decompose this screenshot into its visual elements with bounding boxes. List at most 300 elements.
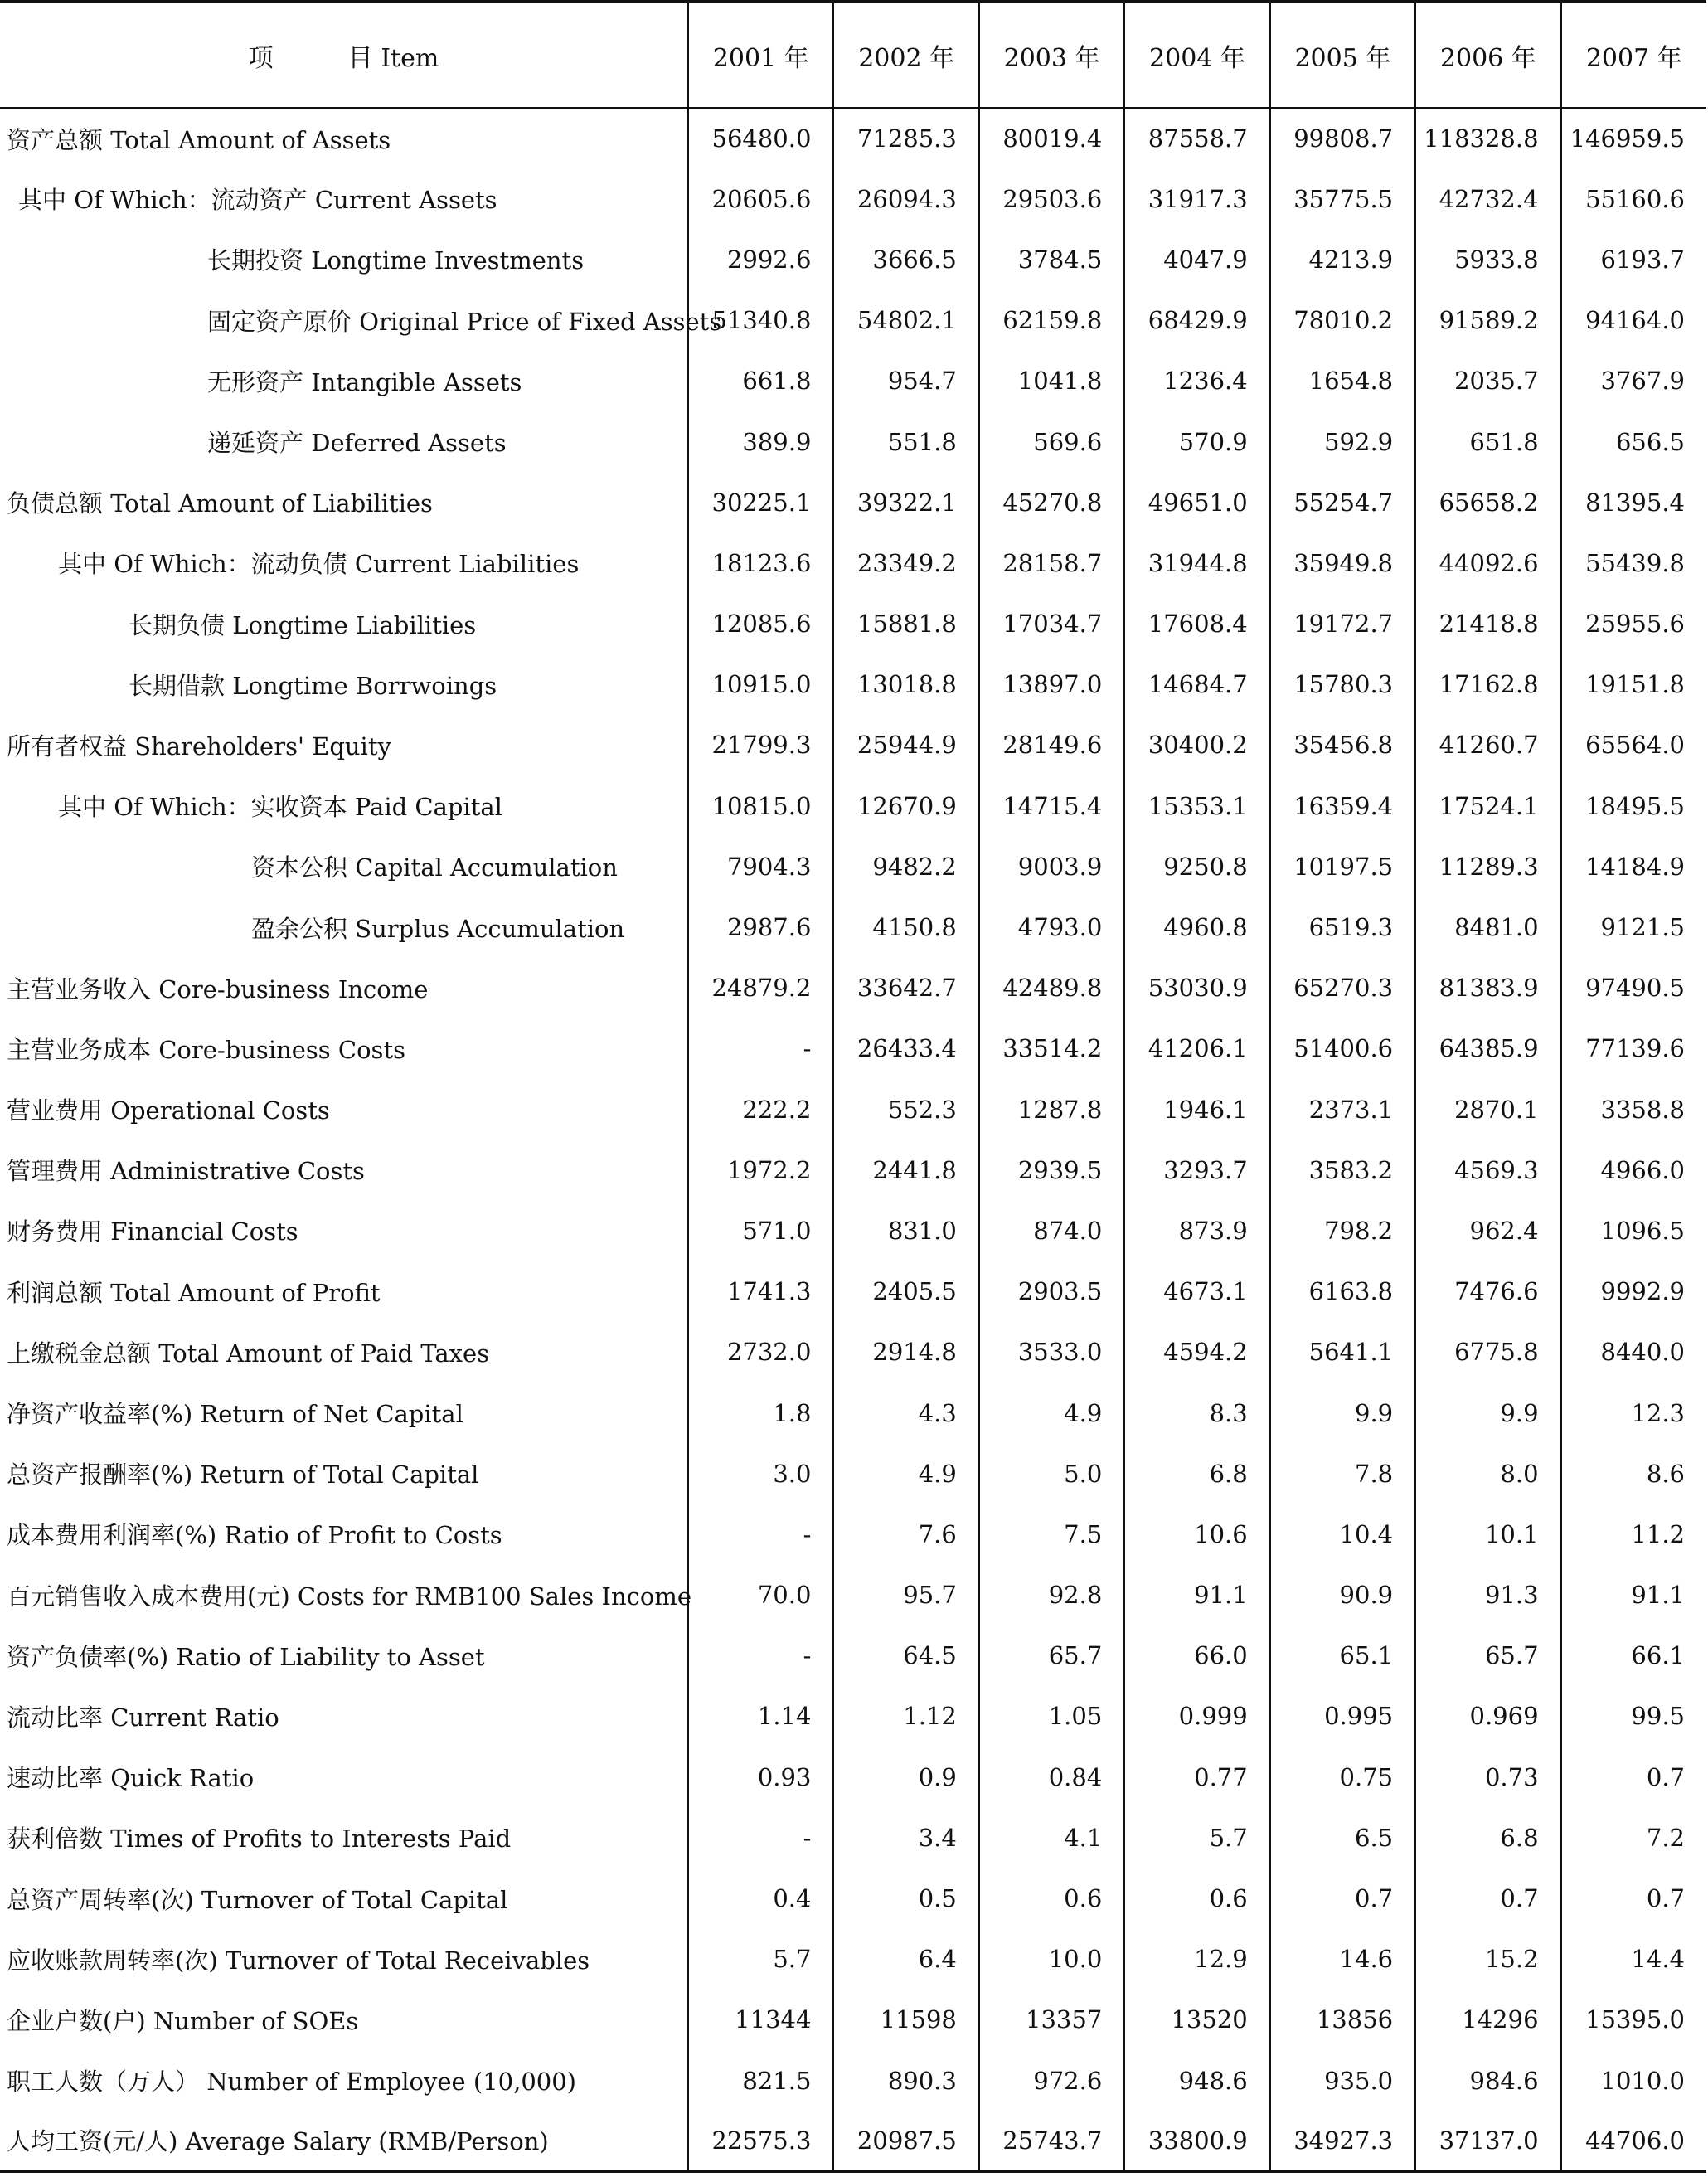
row-value: 92.8 (979, 1565, 1124, 1625)
row-value: 890.3 (833, 2050, 978, 2111)
row-label: 资产负债率(%) Ratio of Liability to Asset (7, 1642, 485, 1671)
row-value: 8.0 (1415, 1443, 1560, 1504)
row-value: 64.5 (833, 1625, 978, 1686)
table-row (0, 1382, 1706, 1443)
table-row (0, 1261, 1706, 1322)
table-row (0, 2050, 1706, 2111)
row-value: 14296 (1415, 1990, 1560, 2050)
row-value: 6.5 (1270, 1807, 1415, 1868)
row-value: - (688, 1807, 833, 1868)
table-row (0, 532, 1706, 593)
row-value: 873.9 (1124, 1200, 1269, 1261)
row-value: 1972.2 (688, 1140, 833, 1200)
row-value: 10815.0 (688, 775, 833, 836)
row-value: 9250.8 (1124, 836, 1269, 897)
table-row (0, 897, 1706, 957)
row-label: 流动比率 Current Ratio (7, 1703, 279, 1732)
row-value: 23349.2 (833, 532, 978, 593)
row-value: 54802.1 (833, 290, 978, 351)
row-value: 1041.8 (979, 351, 1124, 411)
row-value: 95.7 (833, 1565, 978, 1625)
row-value: 65564.0 (1561, 715, 1706, 775)
row-value: 66.1 (1561, 1625, 1706, 1686)
row-value: - (688, 1018, 833, 1079)
table-row (0, 1443, 1706, 1504)
row-label: 获利倍数 Times of Profits to Interests Paid (7, 1825, 512, 1854)
row-value: 13856 (1270, 1990, 1415, 2050)
row-value: 42489.8 (979, 958, 1124, 1018)
row-value: 9992.9 (1561, 1261, 1706, 1322)
row-value: 10.6 (1124, 1504, 1269, 1564)
row-label: 人均工资(元/人) Average Salary (RMB/Person) (0, 2111, 688, 2171)
row-value: 2373.1 (1270, 1079, 1415, 1140)
row-value: 1287.8 (979, 1079, 1124, 1140)
row-value: 30400.2 (1124, 715, 1269, 775)
row-value: 9.9 (1415, 1382, 1560, 1443)
row-value: 35949.8 (1270, 532, 1415, 593)
row-value: 5.0 (979, 1443, 1124, 1504)
table-row (0, 1140, 1706, 1200)
row-value: 9003.9 (979, 836, 1124, 897)
row-value: 0.6 (1124, 1868, 1269, 1928)
row-value: 15780.3 (1270, 654, 1415, 715)
row-value: 51340.8 (688, 290, 833, 351)
row-value: 28149.6 (979, 715, 1124, 775)
row-label: 企业户数(户) Number of SOEs (7, 2006, 359, 2035)
row-value: 0.4 (688, 1868, 833, 1928)
row-value: 0.5 (833, 1868, 978, 1928)
row-value: 80019.4 (979, 108, 1124, 168)
row-value: 222.2 (688, 1079, 833, 1140)
row-label: 应收账款周转率(次) Turnover of Total Receivables (7, 1946, 590, 1975)
year-column-header: 2001 年 (688, 2, 833, 108)
table-row (0, 1625, 1706, 1686)
row-value: 12.3 (1561, 1382, 1706, 1443)
row-value: 3666.5 (833, 229, 978, 289)
row-value: 18123.6 (688, 532, 833, 593)
row-value: 10.1 (1415, 1504, 1560, 1564)
row-value: 11598 (833, 1990, 978, 2050)
row-value: 28158.7 (979, 532, 1124, 593)
row-value: 5933.8 (1415, 229, 1560, 289)
table-row (0, 1322, 1706, 1382)
row-value: 3533.0 (979, 1322, 1124, 1382)
row-value: 55160.6 (1561, 168, 1706, 229)
row-value: 99.5 (1561, 1686, 1706, 1747)
row-value: 11.2 (1561, 1504, 1706, 1564)
table-row (0, 1079, 1706, 1140)
row-value: 4793.0 (979, 897, 1124, 957)
row-label: 营业费用 Operational Costs (7, 1096, 330, 1125)
row-label: 主营业务收入 Core-business Income (7, 974, 429, 1003)
row-label: 总资产周转率(次) Turnover of Total Capital (7, 1885, 508, 1914)
row-value: 91.1 (1561, 1565, 1706, 1625)
row-value: 45270.8 (979, 472, 1124, 532)
row-value: 656.5 (1561, 411, 1706, 472)
row-value: 55439.8 (1561, 532, 1706, 593)
row-value: 1010.0 (1561, 2050, 1706, 2111)
row-value: 44092.6 (1415, 532, 1560, 593)
row-value: 552.3 (833, 1079, 978, 1140)
row-value: 3.0 (688, 1443, 833, 1504)
row-value: 29503.6 (979, 168, 1124, 229)
row-value: 4569.3 (1415, 1140, 1560, 1200)
table-row (0, 1990, 1706, 2050)
row-value: 19151.8 (1561, 654, 1706, 715)
row-value: 798.2 (1270, 1200, 1415, 1261)
row-value: 2914.8 (833, 1322, 978, 1382)
row-value: 17524.1 (1415, 775, 1560, 836)
row-value: 49651.0 (1124, 472, 1269, 532)
row-value: 81383.9 (1415, 958, 1560, 1018)
table-row (0, 351, 1706, 411)
row-value: 24879.2 (688, 958, 833, 1018)
row-value: 14715.4 (979, 775, 1124, 836)
row-value: 146959.5 (1561, 108, 1706, 168)
row-value: 874.0 (979, 1200, 1124, 1261)
row-value: 68429.9 (1124, 290, 1269, 351)
row-value: 12670.9 (833, 775, 978, 836)
row-value: 8.3 (1124, 1382, 1269, 1443)
row-value: 0.7 (1561, 1868, 1706, 1928)
row-value: 35775.5 (1270, 168, 1415, 229)
row-value: 14.4 (1561, 1929, 1706, 1990)
row-value: 10197.5 (1270, 836, 1415, 897)
row-label: 资本公积 Capital Accumulation (251, 853, 618, 882)
table-row (0, 1929, 1706, 1990)
row-value: 9121.5 (1561, 897, 1706, 957)
row-value: 3.4 (833, 1807, 978, 1868)
table-header-row (0, 2, 1706, 108)
row-value: 13897.0 (979, 654, 1124, 715)
row-value: 0.7 (1270, 1868, 1415, 1928)
row-value: 962.4 (1415, 1200, 1560, 1261)
row-value: 22575.3 (688, 2111, 833, 2171)
table-row (0, 1807, 1706, 1868)
row-value: 2939.5 (979, 1140, 1124, 1200)
table-row (0, 715, 1706, 775)
row-value: 0.84 (979, 1747, 1124, 1807)
table-row (0, 411, 1706, 472)
row-value: 70.0 (688, 1565, 833, 1625)
item-header-right: 目 Item (347, 43, 439, 73)
row-value: 65270.3 (1270, 958, 1415, 1018)
table-row (0, 594, 1706, 654)
table-row (0, 1565, 1706, 1625)
row-value: 1236.4 (1124, 351, 1269, 411)
row-value: 53030.9 (1124, 958, 1269, 1018)
row-value: 65.7 (979, 1625, 1124, 1686)
row-value: 33514.2 (979, 1018, 1124, 1079)
row-value: 3583.2 (1270, 1140, 1415, 1200)
row-value: 16359.4 (1270, 775, 1415, 836)
table-row (0, 1504, 1706, 1564)
row-value: 5641.1 (1270, 1322, 1415, 1382)
row-value: 4594.2 (1124, 1322, 1269, 1382)
row-value: 6163.8 (1270, 1261, 1415, 1322)
year-column-header: 2003 年 (979, 2, 1124, 108)
row-label: 长期借款 Longtime Borrwoings (129, 671, 497, 700)
table-row (0, 168, 1706, 229)
row-label: 其中 Of Which：实收资本 Paid Capital (58, 793, 502, 822)
row-value: 64385.9 (1415, 1018, 1560, 1079)
row-value: 4047.9 (1124, 229, 1269, 289)
row-label: 总资产报酬率(%) Return of Total Capital (7, 1460, 479, 1489)
row-value: 77139.6 (1561, 1018, 1706, 1079)
row-value: 0.77 (1124, 1747, 1269, 1807)
row-value: 389.9 (688, 411, 833, 472)
row-value: 94164.0 (1561, 290, 1706, 351)
row-value: 13018.8 (833, 654, 978, 715)
row-value: 10.0 (979, 1929, 1124, 1990)
row-value: 2441.8 (833, 1140, 978, 1200)
row-value: 99808.7 (1270, 108, 1415, 168)
row-value: 55254.7 (1270, 472, 1415, 532)
row-value: 0.7 (1415, 1868, 1560, 1928)
row-label: 资产总额 Total Amount of Assets (7, 125, 391, 154)
row-value: 33800.9 (1124, 2111, 1269, 2171)
row-label: 净资产收益率(%) Return of Net Capital (7, 1400, 463, 1429)
row-label: 主营业务成本 Core-business Costs (7, 1035, 405, 1064)
row-value: 5.7 (1124, 1807, 1269, 1868)
row-value: 31917.3 (1124, 168, 1269, 229)
row-value: 4.1 (979, 1807, 1124, 1868)
row-value: 7.2 (1561, 1807, 1706, 1868)
row-value: 0.999 (1124, 1686, 1269, 1747)
row-label: 职工人数（万人） Number of Employee (10,000) (7, 2068, 576, 2097)
row-label: 百元销售收入成本费用(元) Costs for RMB100 Sales Income (7, 1582, 692, 1611)
row-label: 利润总额 Total Amount of Profit (7, 1278, 381, 1307)
row-value: 9482.2 (833, 836, 978, 897)
row-value: 14184.9 (1561, 836, 1706, 897)
row-value: 3784.5 (979, 229, 1124, 289)
row-value: 18495.5 (1561, 775, 1706, 836)
row-value: 592.9 (1270, 411, 1415, 472)
row-value: 0.6 (979, 1868, 1124, 1928)
row-value: 0.969 (1415, 1686, 1560, 1747)
table-row (0, 472, 1706, 532)
year-column-header: 2002 年 (833, 2, 978, 108)
row-value: 4966.0 (1561, 1140, 1706, 1200)
row-value: 12.9 (1124, 1929, 1269, 1990)
row-value: 2732.0 (688, 1322, 833, 1382)
row-value: 8.6 (1561, 1443, 1706, 1504)
row-value: 3293.7 (1124, 1140, 1269, 1200)
row-value: 20987.5 (833, 2111, 978, 2171)
row-value: - (688, 1625, 833, 1686)
row-label: 长期投资 Longtime Investments (207, 246, 585, 275)
row-value: 25944.9 (833, 715, 978, 775)
table-row (0, 1200, 1706, 1261)
row-value: 1096.5 (1561, 1200, 1706, 1261)
row-value: 11344 (688, 1990, 833, 2050)
row-value: 33642.7 (833, 958, 978, 1018)
row-value: 2405.5 (833, 1261, 978, 1322)
table-row (0, 775, 1706, 836)
year-column-header: 2004 年 (1124, 2, 1269, 108)
row-value: 0.75 (1270, 1747, 1415, 1807)
row-value: 6519.3 (1270, 897, 1415, 957)
row-value: 10915.0 (688, 654, 833, 715)
row-value: 7904.3 (688, 836, 833, 897)
row-label: 其中 Of Which：流动资产 Current Assets (18, 186, 497, 215)
row-value: 1.12 (833, 1686, 978, 1747)
row-value: 1.8 (688, 1382, 833, 1443)
row-value: 15.2 (1415, 1929, 1560, 1990)
row-value: 87558.7 (1124, 108, 1269, 168)
row-value: 62159.8 (979, 290, 1124, 351)
row-value: 17034.7 (979, 594, 1124, 654)
row-value: 91.3 (1415, 1565, 1560, 1625)
row-value: 37137.0 (1415, 2111, 1560, 2171)
row-value: 91589.2 (1415, 290, 1560, 351)
table-row (0, 229, 1706, 289)
row-value: 56480.0 (688, 108, 833, 168)
row-label: 递延资产 Deferred Assets (207, 429, 507, 458)
row-value: 51400.6 (1270, 1018, 1415, 1079)
row-value: 34927.3 (1270, 2111, 1415, 2171)
year-column-header: 2006 年 (1415, 2, 1560, 108)
row-value: 8481.0 (1415, 897, 1560, 957)
row-value: 5.7 (688, 1929, 833, 1990)
row-value: 1.05 (979, 1686, 1124, 1747)
table-row (0, 958, 1706, 1018)
year-column-header: 2007 年 (1561, 2, 1706, 108)
row-value: 90.9 (1270, 1565, 1415, 1625)
row-value: 39322.1 (833, 472, 978, 532)
row-value: 14.6 (1270, 1929, 1415, 1990)
row-value: 17162.8 (1415, 654, 1560, 715)
row-label: 上缴税金总额 Total Amount of Paid Taxes (7, 1339, 490, 1368)
row-value: 1741.3 (688, 1261, 833, 1322)
row-label: 成本费用利润率(%) Ratio of Profit to Costs (7, 1521, 502, 1550)
table-row (0, 2111, 1706, 2171)
row-value: 551.8 (833, 411, 978, 472)
row-value: 6775.8 (1415, 1322, 1560, 1382)
table-row (0, 1868, 1706, 1928)
row-label: 其中 Of Which：流动负债 Current Liabilities (58, 550, 580, 579)
row-value: 97490.5 (1561, 958, 1706, 1018)
row-value: 2992.6 (688, 229, 833, 289)
row-value: 7476.6 (1415, 1261, 1560, 1322)
row-value: 1654.8 (1270, 351, 1415, 411)
row-value: 41206.1 (1124, 1018, 1269, 1079)
item-column-header (0, 2, 688, 108)
row-value: 0.9 (833, 1747, 978, 1807)
row-value: 13357 (979, 1990, 1124, 2050)
table-row (0, 654, 1706, 715)
row-value: 7.5 (979, 1504, 1124, 1564)
row-value: 2870.1 (1415, 1079, 1560, 1140)
row-label: 负债总额 Total Amount of Liabilities (7, 489, 433, 518)
row-value: 4213.9 (1270, 229, 1415, 289)
row-value: 0.995 (1270, 1686, 1415, 1747)
row-value: 569.6 (979, 411, 1124, 472)
row-value: 4.9 (979, 1382, 1124, 1443)
row-value: 570.9 (1124, 411, 1269, 472)
row-label: 所有者权益 Shareholders' Equity (7, 731, 391, 760)
row-value: 4.9 (833, 1443, 978, 1504)
row-value: 71285.3 (833, 108, 978, 168)
row-label: 固定资产原价 Original Price of Fixed Assets (207, 307, 722, 336)
row-value: 661.8 (688, 351, 833, 411)
row-value: 17608.4 (1124, 594, 1269, 654)
row-value: 6.8 (1415, 1807, 1560, 1868)
row-value: 15881.8 (833, 594, 978, 654)
row-label: 长期负债 Longtime Liabilities (129, 610, 477, 639)
row-value: 954.7 (833, 351, 978, 411)
row-value: 935.0 (1270, 2050, 1415, 2111)
row-value: 821.5 (688, 2050, 833, 2111)
year-column-header: 2005 年 (1270, 2, 1415, 108)
row-value: 651.8 (1415, 411, 1560, 472)
row-value: 4150.8 (833, 897, 978, 957)
row-label: 盈余公积 Surplus Accumulation (251, 914, 625, 943)
row-value: 65.1 (1270, 1625, 1415, 1686)
row-value: 21799.3 (688, 715, 833, 775)
table-row (0, 290, 1706, 351)
row-value: 65.7 (1415, 1625, 1560, 1686)
row-value: 15353.1 (1124, 775, 1269, 836)
row-value: 3767.9 (1561, 351, 1706, 411)
row-value: 7.6 (833, 1504, 978, 1564)
row-value: 14684.7 (1124, 654, 1269, 715)
row-value: 6.4 (833, 1929, 978, 1990)
row-value: 35456.8 (1270, 715, 1415, 775)
row-value: 0.73 (1415, 1747, 1560, 1807)
row-label: 管理费用 Administrative Costs (7, 1157, 365, 1186)
row-value: 19172.7 (1270, 594, 1415, 654)
row-value: 21418.8 (1415, 594, 1560, 654)
row-value: 81395.4 (1561, 472, 1706, 532)
row-value: 26094.3 (833, 168, 978, 229)
row-value: 3358.8 (1561, 1079, 1706, 1140)
row-value: 66.0 (1124, 1625, 1269, 1686)
row-value: 972.6 (979, 2050, 1124, 2111)
row-value: 831.0 (833, 1200, 978, 1261)
row-value: 2987.6 (688, 897, 833, 957)
row-label: 速动比率 Quick Ratio (7, 1764, 255, 1793)
row-value: 6.8 (1124, 1443, 1269, 1504)
row-value: 4.3 (833, 1382, 978, 1443)
row-value: 30225.1 (688, 472, 833, 532)
row-value: 4960.8 (1124, 897, 1269, 957)
row-value: 6193.7 (1561, 229, 1706, 289)
row-value: 42732.4 (1415, 168, 1560, 229)
table-body (0, 108, 1706, 2171)
row-value: 1.14 (688, 1686, 833, 1747)
row-value: 0.7 (1561, 1747, 1706, 1807)
row-value: 7.8 (1270, 1443, 1415, 1504)
row-value: 26433.4 (833, 1018, 978, 1079)
row-label: 财务费用 Financial Costs (7, 1217, 298, 1246)
row-value: 2035.7 (1415, 351, 1560, 411)
row-value: 12085.6 (688, 594, 833, 654)
row-value: 0.93 (688, 1747, 833, 1807)
row-value: 44706.0 (1561, 2111, 1706, 2171)
row-value: 571.0 (688, 1200, 833, 1261)
table-row (0, 1018, 1706, 1079)
item-header-left: 项 (248, 43, 274, 73)
row-value: 15395.0 (1561, 1990, 1706, 2050)
row-value: 118328.8 (1415, 108, 1560, 168)
row-value: 1946.1 (1124, 1079, 1269, 1140)
table-row (0, 1686, 1706, 1747)
row-value: 91.1 (1124, 1565, 1269, 1625)
row-value: 25955.6 (1561, 594, 1706, 654)
row-value: 984.6 (1415, 2050, 1560, 2111)
row-value: 948.6 (1124, 2050, 1269, 2111)
